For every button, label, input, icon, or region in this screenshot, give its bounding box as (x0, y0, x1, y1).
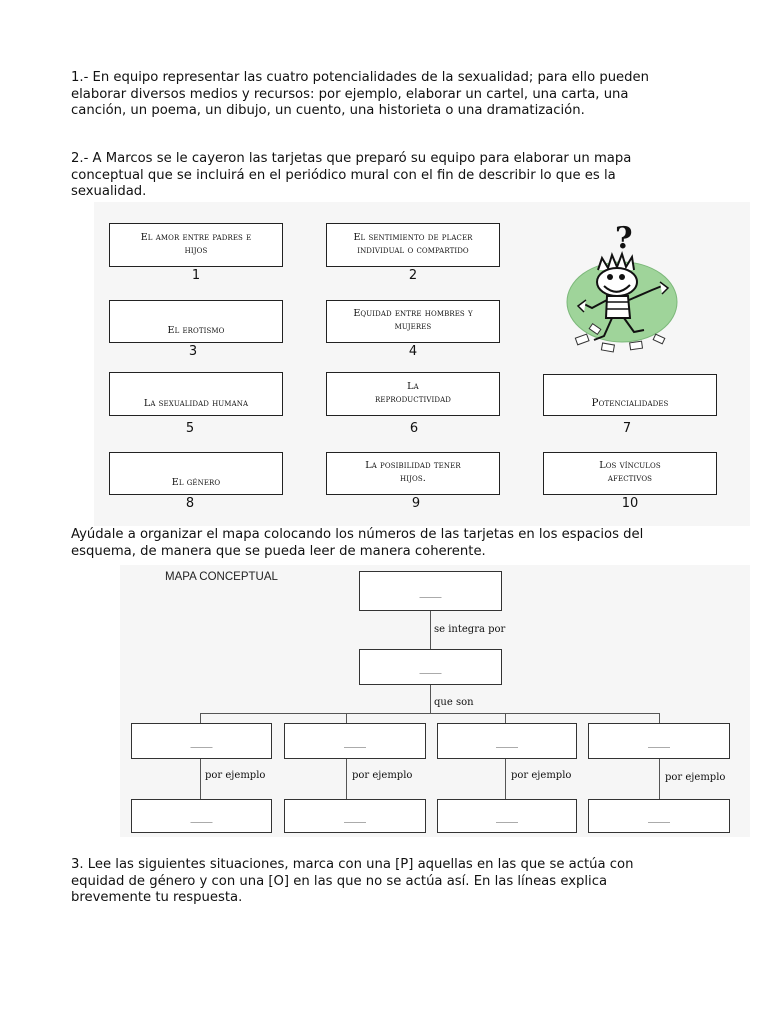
link-label: se integra por (434, 624, 506, 635)
connector-line (505, 713, 506, 723)
question-3-line: equidad de género y con una [O] en las que no se actúa así. En las líneas explica (71, 873, 608, 889)
blank-line: ____ (496, 734, 518, 748)
example-label: por ejemplo (205, 770, 266, 781)
card-text: Potencialidades (591, 397, 669, 409)
connector-line (659, 713, 660, 723)
card-text: El género (171, 477, 221, 488)
question-1-line: 1.- En equipo representar las cuatro potencialidades de la sexualidad; para ello pueden (71, 70, 650, 85)
blank-line: ____ (190, 734, 213, 748)
card-2 (326, 223, 500, 267)
card-text: hijos. (400, 473, 426, 484)
card-number: 1 (191, 268, 201, 283)
card-text: afectivos (607, 473, 653, 484)
card-10 (543, 452, 717, 495)
card-text: El erotismo (167, 325, 225, 336)
example-label: por ejemplo (352, 770, 413, 781)
concept-map-example-box[interactable] (437, 799, 577, 833)
blank-line: ____ (648, 809, 670, 823)
example-label: por ejemplo (665, 772, 726, 783)
card-text: hijos (184, 244, 208, 256)
card-text: El amor entre padres e (140, 231, 252, 243)
card-text: individual o compartido (357, 244, 469, 256)
connector-line (505, 759, 506, 799)
card-number: 3 (188, 344, 198, 359)
concept-map-example-box[interactable] (284, 799, 426, 833)
card-number: 7 (622, 421, 632, 436)
cartoon-illustration (562, 212, 702, 357)
card-number: 8 (185, 496, 195, 511)
instructions-line: esquema, de manera que se pueda leer de manera coherente. (71, 543, 486, 559)
card-text: mujeres (394, 321, 432, 332)
question-2 (71, 151, 711, 201)
blank-line: ____ (496, 809, 518, 823)
card-text: Equidad entre hombres y (353, 308, 473, 319)
card-7 (543, 374, 717, 416)
question-2-line: conceptual que se incluirá en el periódico mural con el fin de describir lo que es la (71, 167, 616, 183)
concept-map-potential-box[interactable] (284, 723, 426, 759)
blank-line: ____ (344, 809, 366, 823)
card-number: 2 (408, 268, 418, 283)
question-1-line: elaborar diversos medios y recursos: por ejemplo, elaborar un cartel, una carta, una (71, 86, 629, 102)
blank-line: ____ (419, 660, 442, 674)
instructions-line: Ayúdale a organizar el mapa colocando los números de las tarjetas en los espacios del (71, 527, 644, 542)
concept-map-potential-box[interactable] (131, 723, 272, 759)
connector-line (346, 759, 347, 799)
card-number: 10 (621, 496, 639, 511)
question-mark: ? (615, 221, 633, 256)
card-6 (326, 372, 500, 416)
question-3 (71, 857, 711, 907)
card-9 (326, 452, 500, 495)
card-text: La sexualidad humana (143, 398, 249, 409)
instructions (71, 527, 711, 560)
question-1 (71, 70, 711, 120)
question-3-line: brevemente tu respuesta. (71, 890, 243, 905)
card-5 (109, 372, 283, 416)
card-text: reproductividad (374, 393, 451, 405)
card-text: La posibilidad tener (365, 460, 461, 471)
concept-map-second-box[interactable] (359, 649, 502, 685)
card-1 (109, 223, 283, 267)
card-8 (109, 452, 283, 495)
card-text: Los vínculos (599, 460, 661, 471)
card-number: 5 (185, 421, 195, 436)
connector-line (430, 611, 431, 649)
blank-line: ____ (419, 584, 442, 598)
concept-map-potential-box[interactable] (437, 723, 577, 759)
question-3-line: 3. Lee las siguientes situaciones, marca con una [P] aquellas en las que se actúa con (71, 857, 634, 872)
blank-line: ____ (344, 734, 366, 748)
concept-map-title: MAPA CONCEPTUAL (165, 571, 278, 583)
card-text: La (407, 380, 419, 392)
concept-map-example-box[interactable] (131, 799, 272, 833)
card-3 (109, 300, 283, 343)
cartoon-kid-icon (562, 212, 702, 357)
question-1-line: canción, un poema, un dibujo, un cuento, una historieta o una dramatización. (71, 103, 585, 118)
blank-line: ____ (648, 734, 670, 748)
connector-line (200, 713, 201, 723)
card-4 (326, 300, 500, 343)
question-2-line: 2.- A Marcos se le cayeron las tarjetas que preparó su equipo para elaborar un mapa (71, 151, 632, 166)
blank-line: ____ (190, 809, 213, 823)
card-number: 4 (408, 344, 418, 359)
concept-map-example-box[interactable] (588, 799, 730, 833)
example-label: por ejemplo (511, 770, 572, 781)
link-label: que son (434, 697, 474, 708)
concept-map-potential-box[interactable] (588, 723, 730, 759)
branch-line (200, 713, 660, 714)
concept-map-top-box[interactable] (359, 571, 502, 611)
question-2-line: sexualidad. (71, 184, 147, 199)
connector-line (659, 759, 660, 799)
connector-line (430, 685, 431, 713)
card-number: 6 (409, 421, 419, 436)
card-number: 9 (411, 496, 421, 511)
card-text: El sentimiento de placer (353, 231, 473, 243)
connector-line (200, 759, 201, 799)
connector-line (346, 713, 347, 723)
